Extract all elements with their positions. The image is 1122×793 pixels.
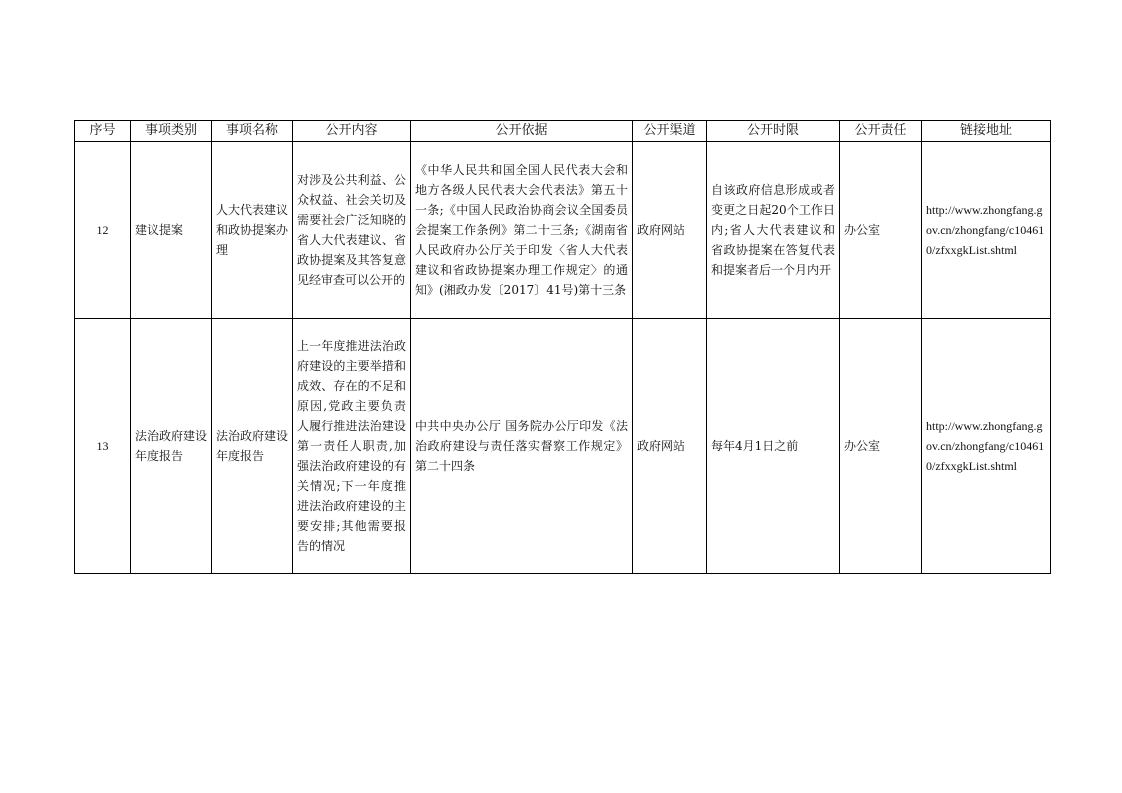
- cell-category: 建议提案: [131, 142, 212, 319]
- header-time-limit: 公开时限: [707, 121, 840, 142]
- header-seq: 序号: [75, 121, 131, 142]
- header-channel: 公开渠道: [633, 121, 707, 142]
- cell-seq: 13: [75, 319, 131, 574]
- cell-responsible: 办公室: [840, 319, 922, 574]
- header-name: 事项名称: [212, 121, 293, 142]
- cell-basis: 《中华人民共和国全国人民代表大会和地方各级人民代表大会代表法》第五十一条;《中国人民政治协商会议全国委员会提案工作条例》第二十三条;《湖南省人民政府办公厅关于印发〈省人大代表建议和省政协提案办理工作规定〉的通知》(湘政办发〔2017〕41号)第十三条: [411, 142, 633, 319]
- disclosure-table: [74, 120, 1051, 574]
- header-responsible: 公开责任: [840, 121, 922, 142]
- cell-seq: 12: [75, 142, 131, 319]
- cell-content: 对涉及公共利益、公众权益、社会关切及需要社会广泛知晓的省人大代表建议、省政协提案及其答复意见经审查可以公开的: [293, 142, 411, 319]
- cell-content: 上一年度推进法治政府建设的主要举措和成效、存在的不足和原因,党政主要负责人履行推进法治建设第一责任人职责,加强法治政府建设的有关情况;下一年度推进法治政府建设的主要安排;其他需要报告的情况: [293, 319, 411, 574]
- cell-category: 法治政府建设年度报告: [131, 319, 212, 574]
- cell-link[interactable]: http://www.zhongfang.gov.cn/zhongfang/c104610/zfxxgkList.shtml: [922, 142, 1051, 319]
- header-link: 链接地址: [922, 121, 1051, 142]
- cell-responsible: 办公室: [840, 142, 922, 319]
- cell-channel: 政府网站: [633, 142, 707, 319]
- header-row: [75, 121, 1051, 142]
- cell-link[interactable]: http://www.zhongfang.gov.cn/zhongfang/c104610/zfxxgkList.shtml: [922, 319, 1051, 574]
- header-basis: 公开依据: [411, 121, 633, 142]
- header-category: 事项类别: [131, 121, 212, 142]
- cell-channel: 政府网站: [633, 319, 707, 574]
- cell-time-limit: 自该政府信息形成或者变更之日起20个工作日内;省人大代表建议和省政协提案在答复代表和提案者后一个月内开: [707, 142, 840, 319]
- table-row: [75, 142, 1051, 319]
- table-row: [75, 319, 1051, 574]
- cell-name: 人大代表建议和政协提案办理: [212, 142, 293, 319]
- header-content: 公开内容: [293, 121, 411, 142]
- cell-name: 法治政府建设年度报告: [212, 319, 293, 574]
- cell-basis: 中共中央办公厅 国务院办公厅印发《法治政府建设与责任落实督察工作规定》第二十四条: [411, 319, 633, 574]
- cell-time-limit: 每年4月1日之前: [707, 319, 840, 574]
